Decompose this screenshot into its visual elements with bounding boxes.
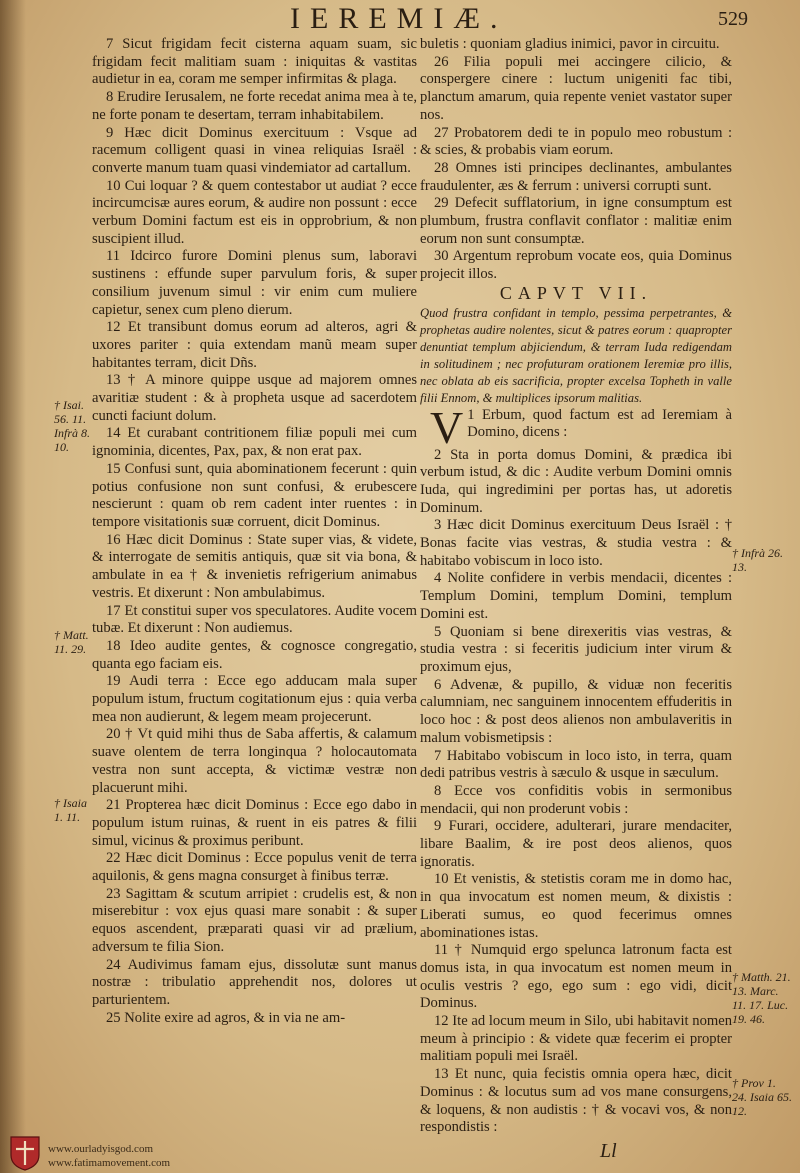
verse: 9 Furari, occidere, adulterari, jurare mendaciter, libare Baalim, & ire post deos alienos, quos ignoratis. <box>420 818 732 870</box>
margin-note: † Infrà 26. 13. <box>732 546 783 574</box>
left-column <box>92 36 417 1027</box>
verse: 3 Hæc dicit Dominus exercituum Deus Israël : † Bonas facite vias vestras, & studia vestra : & habitabo vobiscum in loco isto. <box>420 517 732 569</box>
verse: 12 Et transibunt domus eorum ad alteros, agri & uxores pariter : quia extendam manũ meam super habitantes terram, dicit Dñs. <box>92 319 417 371</box>
verse: 20 † Vt quid mihi thus de Saba affertis, & calamum suave olentem de terra longinqua ? holocautomata vestra non sunt accepta, & victimæ vestræ non placuerunt mihi. <box>92 726 417 796</box>
footer-link[interactable]: www.fatimamovement.com <box>48 1157 171 1169</box>
verse-text: Erbum, quod factum est ad Ieremiam à Domino, dicens : <box>467 406 732 441</box>
footer-link[interactable]: www.ourladyisgod.com <box>48 1143 153 1155</box>
verse: 25 Nolite exire ad agros, & in via ne am- <box>106 1009 346 1026</box>
verse: 16 Hæc dicit Dominus : State super vias, & videte, & interrogate de semitis antiquis, quæ sit via bona, & ambulate in ea † & invenietis refrigerium animabus vestris. Et dixerunt : Non ambulabimus. <box>92 531 417 601</box>
signature-mark: Ll <box>600 1140 617 1162</box>
verse: 22 Hæc dicit Dominus : Ecce populus venit de terra aquilonis, & gens magna consurget à finibus terræ. <box>92 850 417 885</box>
verse: 30 Argentum reprobum vocate eos, quia Dominus projecit illos. <box>420 248 732 283</box>
verse: 23 Sagittam & scutum arripiet : crudelis est, & non miserebitur : vox ejus quasi mare sonabit : & super equos ascendent, præparati quasi vir ad prælium, adversum te filia Sion. <box>92 885 417 955</box>
verse-number: 1 <box>467 406 475 423</box>
right-column <box>420 36 732 1137</box>
verse: 24 Audivimus famam ejus, dissolutæ sunt manus nostræ : tribulatio apprehendit nos, dolores ut parturientem. <box>92 956 417 1008</box>
margin-note: † Matt. 11. 29. <box>54 628 89 656</box>
verse: buletis : quoniam gladius inimici, pavor in circuitu. <box>420 36 720 52</box>
page-number: 529 <box>718 8 748 30</box>
verse: 8 Erudire Ierusalem, ne forte recedat anima mea à te, ne forte ponam te desertam, terram inhabitabilem. <box>92 89 417 123</box>
verse: 13 Et nunc, quia fecistis omnia opera hæc, dicit Dominus : & locutus sum ad vos mane consurgens, & loquens, & non audistis : † & vocavi vos, & non respondistis : <box>420 1066 732 1136</box>
verse: 8 Ecce vos confiditis vobis in sermonibus mendacii, qui non proderunt vobis : <box>420 782 732 817</box>
verse: 11 † Numquid ergo spelunca latronum facta est domus ista, in qua invocatum est nomen meum in oculis vestris ? ego, ego sum : ego vidi, dicit Dominus. <box>420 942 732 1012</box>
verse: 14 Et curabant contritionem filiæ populi mei cum ignominia, dicentes, Pax, pax, & non erat pax. <box>92 425 417 460</box>
verse: 5 Quoniam si bene direxeritis vias vestras, & studia vestra : si feceritis judicium inter virum & proximum ejus, <box>420 623 732 675</box>
margin-note: † Prov 1. 24. Isaia 65. 12. <box>732 1076 792 1118</box>
verse: 17 Et constitui super vos speculatores. Audite vocem tubæ. Et dixerunt : Non audiemus. <box>92 602 417 637</box>
margin-note: † Isaia 1. 11. <box>54 796 87 824</box>
chapter-heading: CAPVT VII. <box>499 282 653 303</box>
verse-one <box>420 401 732 453</box>
verse: 7 Sicut frigidam fecit cisterna aquam suam, sic frigidam fecit malitiam suam : iniquitas & vastitas audietur in ea, coram me semper infirmitas & plaga. <box>92 36 417 88</box>
verse: 29 Defecit sufflatorium, in igne consumptum est plumbum, frustra conflavit conflator : malitiæ enim eorum non sunt consumptæ. <box>420 195 732 247</box>
margin-note: † Matth. 21. 13. Marc. 11. 17. Luc. 19. 46. <box>732 970 791 1026</box>
footer <box>0 1133 300 1173</box>
verse: 4 Nolite confidere in verbis mendacii, dicentes : Templum Domini, templum Domini, templum Domini est. <box>420 570 732 622</box>
verse: 6 Advenæ, & pupillo, & viduæ non feceritis calumniam, nec sanguinem innocentem effuderitis in loco hoc : & post deos alienos non ambulaveritis in malum vobismetipsis : <box>420 676 732 746</box>
verse: 2 Sta in porta domus Domini, & prædica ibi verbum istud, & dic : Audite verbum Domini omnis Iuda, qui ingredimini per portas has, ut adoretis Dominum. <box>420 446 732 516</box>
drop-cap: V <box>430 401 464 453</box>
running-title: IEREMIÆ. <box>290 2 508 35</box>
verse: 21 Propterea hæc dicit Dominus : Ecce ego dabo in populum istum ruinas, & ruent in eis patres & filii simul, vicinus & proximus peribunt. <box>92 797 417 849</box>
page-edge-shadow <box>0 0 26 1173</box>
page-header <box>0 0 800 34</box>
verse: 26 Filia populi mei accingere cilicio, & conspergere cinere : luctum unigeniti fac tibi, planctum amarum, quia repente veniet vastator super nos. <box>420 53 732 123</box>
verse: 15 Confusi sunt, quia abominationem fecerunt : quin potius confusione non sunt confusi, & erubescere nescierunt : quam ob rem cadent inter ruentes : in tempore visitationis suæ corruent, dicit Dominus. <box>92 460 417 530</box>
verse: 19 Audi terra : Ecce ego adducam mala super populum istum, fructum cogitationum ejus : quia verba mea non audierunt, & legem meam projecerunt. <box>92 673 417 725</box>
verse: 11 Idcirco furore Domini plenus sum, laboravi sustinens : effunde super parvulum foris, & super consilium juvenum simul : vir enim cum muliere capietur, senex cum pleno dierum. <box>92 248 417 318</box>
verse: 27 Probatorem dedi te in populo meo robustum : & scies, & probabis viam eorum. <box>420 124 732 159</box>
verse: 10 Cui loquar ? & quem contestabor ut audiat ? ecce incircumcisæ aures eorum, & audire non possunt : ecce verbum Domini factum est eis in opprobrium, & non suscipient illud. <box>92 177 417 247</box>
verse: 28 Omnes isti principes declinantes, ambulantes fraudulenter, æs & ferrum : universi corrupti sunt. <box>420 159 732 194</box>
shield-crest-icon <box>8 1135 42 1171</box>
verse: 10 Et venistis, & stetistis coram me in domo hac, in qua invocatum est nomen meum, & dixistis : Liberati sumus, eo quod fecerimus omnes abominationes istas. <box>420 871 732 941</box>
verse: 18 Ideo audite gentes, & cognosce congregatio, quanta ego faciam eis. <box>92 637 417 672</box>
verse: 7 Habitabo vobiscum in loco isto, in terra, quam dedi patribus vestris à sæculo & usque in sæculum. <box>420 747 732 782</box>
chapter-summary: Quod frustra confidant in templo, pessima perpetrantes, & prophetas audire nolentes, sicut & patres eorum : quapropter denuntiat templum abjiciendum, & terram Iuda redigendam in solitudinem ; nec profuturam orationem Ieremiæ pro illis, nec oblata ab eis sacrificia, propter excelsa Topheth in valle filii Ennom, & multiplices ipsorum malitias. <box>420 305 732 405</box>
verse: 12 Ite ad locum meum in Silo, ubi habitavit nomen meum à principio : & videte quæ fecerim ei propter malitiam populi mei Israël. <box>420 1013 732 1065</box>
verse: 9 Hæc dicit Dominus exercituum : Vsque ad racemum colligent quasi in vinea reliquias Israël : converte manum tuam quasi vindemiator ad cartallum. <box>92 124 417 176</box>
margin-note: † Isai. 56. 11. Infrà 8. 10. <box>54 398 90 454</box>
verse: 13 † A minore quippe usque ad majorem omnes avaritiæ student : & à propheta usque ad sacerdotem cuncti faciunt dolum. <box>92 372 417 424</box>
